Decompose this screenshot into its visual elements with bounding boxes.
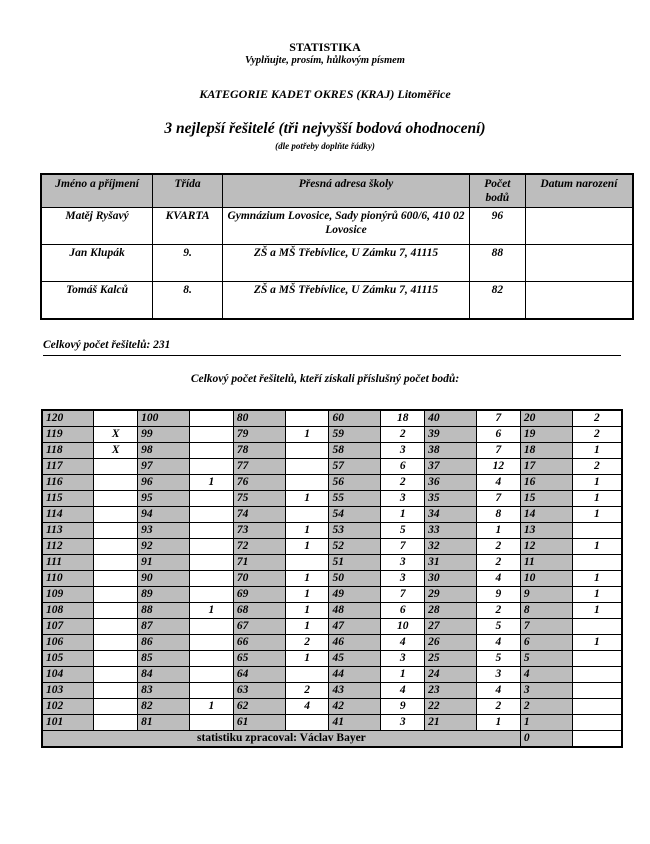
count-cell: 1 [190, 475, 234, 491]
points-label: 19 [520, 427, 572, 443]
points-label: 55 [329, 491, 381, 507]
points-label: 33 [425, 523, 477, 539]
distribution-title: Celkový počet řešitelů, kteří získali příslušný počet bodů: [190, 373, 460, 385]
points-label: 86 [138, 635, 190, 651]
points-label: 28 [425, 603, 477, 619]
count-cell: 1 [190, 699, 234, 715]
count-cell [94, 587, 138, 603]
count-cell [572, 619, 622, 635]
cell-name: Tomáš Kalců [41, 282, 153, 320]
count-cell [190, 555, 234, 571]
points-label: 30 [425, 571, 477, 587]
points-label: 5 [520, 651, 572, 667]
count-cell: 4 [381, 635, 425, 651]
count-cell [94, 507, 138, 523]
points-label: 109 [42, 587, 94, 603]
count-cell [94, 475, 138, 491]
count-cell [572, 683, 622, 699]
cell-address: ZŠ a MŠ Třebívlice, U Zámku 7, 41115 [223, 245, 470, 282]
count-cell [94, 715, 138, 731]
points-label: 36 [425, 475, 477, 491]
points-label: 118 [42, 443, 94, 459]
count-cell [94, 619, 138, 635]
count-cell: 4 [476, 635, 520, 651]
cell-name: Matěj Ryšavý [41, 208, 153, 245]
count-cell: 1 [572, 443, 622, 459]
points-label: 59 [329, 427, 381, 443]
count-cell: 1 [572, 539, 622, 555]
count-cell: 3 [381, 651, 425, 667]
points-label: 72 [233, 539, 285, 555]
cell-points: 96 [469, 208, 525, 245]
top-solvers-table [40, 173, 634, 320]
count-cell [572, 667, 622, 683]
processed-by: statistiku zpracoval: Václav Bayer [42, 731, 520, 748]
points-label: 38 [425, 443, 477, 459]
points-label: 13 [520, 523, 572, 539]
points-label: 35 [425, 491, 477, 507]
count-cell [94, 651, 138, 667]
points-label: 107 [42, 619, 94, 635]
points-label: 22 [425, 699, 477, 715]
count-cell [285, 507, 329, 523]
count-cell: 6 [381, 459, 425, 475]
count-cell: 1 [285, 571, 329, 587]
count-cell: 2 [476, 699, 520, 715]
points-label: 2 [520, 699, 572, 715]
count-cell [190, 443, 234, 459]
cell-birthdate [525, 282, 633, 320]
header-points: Počet bodů [469, 174, 525, 208]
points-label: 120 [42, 410, 94, 427]
count-cell: 9 [381, 699, 425, 715]
count-cell: 6 [476, 427, 520, 443]
count-cell: 1 [572, 635, 622, 651]
table-row [42, 491, 622, 507]
table-row [42, 667, 622, 683]
points-label: 79 [233, 427, 285, 443]
count-cell [285, 410, 329, 427]
count-cell: 1 [285, 587, 329, 603]
count-cell: 1 [285, 523, 329, 539]
table-row [42, 715, 622, 731]
count-cell: 1 [572, 587, 622, 603]
cell-points: 88 [469, 245, 525, 282]
points-label: 100 [138, 410, 190, 427]
count-cell [190, 683, 234, 699]
points-label: 43 [329, 683, 381, 699]
count-cell: 1 [572, 603, 622, 619]
table-row [41, 282, 633, 320]
points-label: 11 [520, 555, 572, 571]
form-title: STATISTIKA [289, 40, 361, 54]
count-cell [94, 667, 138, 683]
points-label: 113 [42, 523, 94, 539]
points-label: 6 [520, 635, 572, 651]
points-label: 54 [329, 507, 381, 523]
count-cell [94, 555, 138, 571]
footer-row [42, 731, 622, 748]
count-cell: 2 [572, 459, 622, 475]
points-label: 48 [329, 603, 381, 619]
count-cell: 8 [476, 507, 520, 523]
points-label: 45 [329, 651, 381, 667]
count-cell [190, 507, 234, 523]
points-label: 44 [329, 667, 381, 683]
count-cell [94, 410, 138, 427]
points-label: 89 [138, 587, 190, 603]
points-label: 27 [425, 619, 477, 635]
cell-address: ZŠ a MŠ Třebívlice, U Zámku 7, 41115 [223, 282, 470, 320]
count-cell: 12 [476, 459, 520, 475]
points-label: 8 [520, 603, 572, 619]
table-row [42, 427, 622, 443]
count-cell: 1 [285, 427, 329, 443]
points-label: 91 [138, 555, 190, 571]
count-cell [190, 539, 234, 555]
count-cell [94, 683, 138, 699]
points-label: 76 [233, 475, 285, 491]
points-label: 111 [42, 555, 94, 571]
count-cell: 1 [476, 715, 520, 731]
points-label: 47 [329, 619, 381, 635]
points-label: 104 [42, 667, 94, 683]
count-cell: 2 [476, 539, 520, 555]
total-solvers: Celkový počet řešitelů: 231 [43, 339, 171, 351]
count-cell: 1 [381, 667, 425, 683]
count-cell: 1 [572, 507, 622, 523]
form-instruction: Vyplňujte, prosím, hůlkovým písmem [245, 55, 405, 66]
points-label: 117 [42, 459, 94, 475]
count-cell [572, 523, 622, 539]
count-cell [285, 475, 329, 491]
count-cell: X [94, 443, 138, 459]
count-cell [94, 635, 138, 651]
points-label: 64 [233, 667, 285, 683]
points-label: 40 [425, 410, 477, 427]
points-label: 53 [329, 523, 381, 539]
count-cell: 4 [476, 683, 520, 699]
table-row [42, 587, 622, 603]
points-distribution-table [41, 409, 623, 748]
table-row [41, 245, 633, 282]
points-label: 49 [329, 587, 381, 603]
count-cell: 1 [285, 491, 329, 507]
count-cell: 7 [381, 587, 425, 603]
points-label: 108 [42, 603, 94, 619]
cell-class: 9. [153, 245, 223, 282]
count-cell: 2 [572, 410, 622, 427]
points-label: 15 [520, 491, 572, 507]
points-label: 62 [233, 699, 285, 715]
table-row [42, 651, 622, 667]
points-label: 58 [329, 443, 381, 459]
points-label: 80 [233, 410, 285, 427]
points-label: 20 [520, 410, 572, 427]
count-cell [572, 555, 622, 571]
cell-birthdate [525, 208, 633, 245]
points-label: 85 [138, 651, 190, 667]
count-cell: 5 [476, 619, 520, 635]
points-label: 65 [233, 651, 285, 667]
points-label: 74 [233, 507, 285, 523]
points-label: 87 [138, 619, 190, 635]
count-cell: 7 [381, 539, 425, 555]
points-label: 112 [42, 539, 94, 555]
count-cell [94, 523, 138, 539]
count-cell [190, 587, 234, 603]
count-cell: 3 [476, 667, 520, 683]
count-cell [190, 410, 234, 427]
count-cell: 1 [381, 507, 425, 523]
count-cell: 3 [381, 491, 425, 507]
count-cell [190, 715, 234, 731]
points-label: 103 [42, 683, 94, 699]
count-cell: 3 [381, 571, 425, 587]
cell-birthdate [525, 245, 633, 282]
points-label: 25 [425, 651, 477, 667]
points-label: 82 [138, 699, 190, 715]
points-label: 41 [329, 715, 381, 731]
count-cell: 5 [476, 651, 520, 667]
count-cell [285, 667, 329, 683]
count-cell: 2 [476, 603, 520, 619]
table-row [42, 635, 622, 651]
table-row [42, 603, 622, 619]
points-label: 93 [138, 523, 190, 539]
points-label: 101 [42, 715, 94, 731]
points-label: 32 [425, 539, 477, 555]
points-label: 7 [520, 619, 572, 635]
category-line: KATEGORIE KADET OKRES (KRAJ) Litoměřice [199, 87, 451, 101]
points-label: 116 [42, 475, 94, 491]
points-label: 21 [425, 715, 477, 731]
points-label: 66 [233, 635, 285, 651]
points-label: 110 [42, 571, 94, 587]
header-class: Třída [153, 174, 223, 208]
points-label: 9 [520, 587, 572, 603]
points-label: 69 [233, 587, 285, 603]
points-label: 31 [425, 555, 477, 571]
cell-address: Gymnázium Lovosice, Sady pionýrů 600/6, 410 02 Lovosice [223, 208, 470, 245]
count-cell [190, 459, 234, 475]
points-label: 81 [138, 715, 190, 731]
count-cell: 2 [285, 635, 329, 651]
points-label: 56 [329, 475, 381, 491]
points-label: 97 [138, 459, 190, 475]
count-cell: 1 [190, 603, 234, 619]
cell-class: KVARTA [153, 208, 223, 245]
count-cell [285, 715, 329, 731]
count-cell: 3 [381, 555, 425, 571]
points-label: 90 [138, 571, 190, 587]
points-label: 83 [138, 683, 190, 699]
table-row [42, 459, 622, 475]
count-cell [94, 459, 138, 475]
points-label: 37 [425, 459, 477, 475]
count-cell [285, 443, 329, 459]
table-row [42, 571, 622, 587]
points-label: 61 [233, 715, 285, 731]
count-cell: 9 [476, 587, 520, 603]
count-cell: 3 [381, 715, 425, 731]
count-cell [190, 651, 234, 667]
table-row [42, 539, 622, 555]
points-label: 88 [138, 603, 190, 619]
points-label: 63 [233, 683, 285, 699]
count-cell: X [94, 427, 138, 443]
points-label: 73 [233, 523, 285, 539]
points-label: 94 [138, 507, 190, 523]
count-cell [190, 523, 234, 539]
points-label: 92 [138, 539, 190, 555]
count-cell: 7 [476, 443, 520, 459]
count-cell: 1 [572, 491, 622, 507]
points-label: 114 [42, 507, 94, 523]
points-label: 70 [233, 571, 285, 587]
fill-note: (dle potřeby doplňte řádky) [275, 141, 375, 151]
points-label: 52 [329, 539, 381, 555]
count-cell [94, 539, 138, 555]
table-row [42, 699, 622, 715]
top-solvers-heading: 3 nejlepší řešitelé (tři nejvyšší bodová ohodnocení) [164, 120, 486, 137]
count-cell: 2 [285, 683, 329, 699]
count-cell: 2 [381, 475, 425, 491]
count-cell: 2 [381, 427, 425, 443]
points-label: 106 [42, 635, 94, 651]
count-cell: 5 [381, 523, 425, 539]
table-row [42, 619, 622, 635]
count-cell: 4 [476, 475, 520, 491]
count-cell: 4 [381, 683, 425, 699]
points-label: 26 [425, 635, 477, 651]
points-label: 119 [42, 427, 94, 443]
points-label: 39 [425, 427, 477, 443]
count-cell: 7 [476, 410, 520, 427]
points-label: 96 [138, 475, 190, 491]
table-row [42, 555, 622, 571]
points-label: 3 [520, 683, 572, 699]
points-label: 105 [42, 651, 94, 667]
table-row [42, 443, 622, 459]
table-row [42, 507, 622, 523]
count-cell: 1 [572, 571, 622, 587]
count-cell: 10 [381, 619, 425, 635]
points-label: 68 [233, 603, 285, 619]
count-cell [94, 571, 138, 587]
top-table-header-row [41, 174, 633, 208]
points-label: 50 [329, 571, 381, 587]
table-row [42, 410, 622, 427]
count-cell: 2 [572, 427, 622, 443]
count-cell [572, 715, 622, 731]
count-cell: 3 [381, 443, 425, 459]
count-cell: 1 [285, 603, 329, 619]
count-cell [94, 491, 138, 507]
count-cell [190, 619, 234, 635]
points-label: 84 [138, 667, 190, 683]
count-cell: 4 [285, 699, 329, 715]
table-row [41, 208, 633, 245]
points-label: 10 [520, 571, 572, 587]
points-label: 17 [520, 459, 572, 475]
cell-class: 8. [153, 282, 223, 320]
table-row [42, 683, 622, 699]
count-cell: 1 [285, 539, 329, 555]
points-label: 115 [42, 491, 94, 507]
count-cell [190, 635, 234, 651]
count-cell: 6 [381, 603, 425, 619]
points-label: 12 [520, 539, 572, 555]
header-name: Jméno a příjmení [41, 174, 153, 208]
points-label: 42 [329, 699, 381, 715]
points-label: 29 [425, 587, 477, 603]
header-address: Přesná adresa školy [223, 174, 470, 208]
points-label: 14 [520, 507, 572, 523]
points-label: 67 [233, 619, 285, 635]
table-row [42, 475, 622, 491]
count-cell [94, 603, 138, 619]
divider-line [43, 355, 621, 356]
points-label: 23 [425, 683, 477, 699]
points-label: 95 [138, 491, 190, 507]
points-label: 57 [329, 459, 381, 475]
count-cell [572, 731, 622, 748]
points-label: 78 [233, 443, 285, 459]
count-cell [190, 667, 234, 683]
points-label: 98 [138, 443, 190, 459]
count-cell: 1 [285, 651, 329, 667]
points-label: 24 [425, 667, 477, 683]
count-cell [572, 651, 622, 667]
points-label: 71 [233, 555, 285, 571]
points-label: 16 [520, 475, 572, 491]
count-cell [285, 555, 329, 571]
count-cell: 4 [476, 571, 520, 587]
count-cell: 18 [381, 410, 425, 427]
points-label: 34 [425, 507, 477, 523]
points-label: 46 [329, 635, 381, 651]
points-label: 4 [520, 667, 572, 683]
header-birthdate: Datum narození [525, 174, 633, 208]
points-label: 18 [520, 443, 572, 459]
points-label: 60 [329, 410, 381, 427]
count-cell: 2 [476, 555, 520, 571]
points-label: 99 [138, 427, 190, 443]
count-cell [190, 491, 234, 507]
count-cell: 1 [476, 523, 520, 539]
count-cell: 1 [285, 619, 329, 635]
cell-name: Jan Klupák [41, 245, 153, 282]
count-cell [285, 459, 329, 475]
points-label: 77 [233, 459, 285, 475]
points-label: 51 [329, 555, 381, 571]
count-cell [94, 699, 138, 715]
count-cell [190, 427, 234, 443]
count-cell [572, 699, 622, 715]
count-cell: 1 [572, 475, 622, 491]
count-cell [190, 571, 234, 587]
table-row [42, 523, 622, 539]
points-label: 75 [233, 491, 285, 507]
points-label: 102 [42, 699, 94, 715]
points-label: 1 [520, 715, 572, 731]
points-label: 0 [520, 731, 572, 748]
cell-points: 82 [469, 282, 525, 320]
count-cell: 7 [476, 491, 520, 507]
